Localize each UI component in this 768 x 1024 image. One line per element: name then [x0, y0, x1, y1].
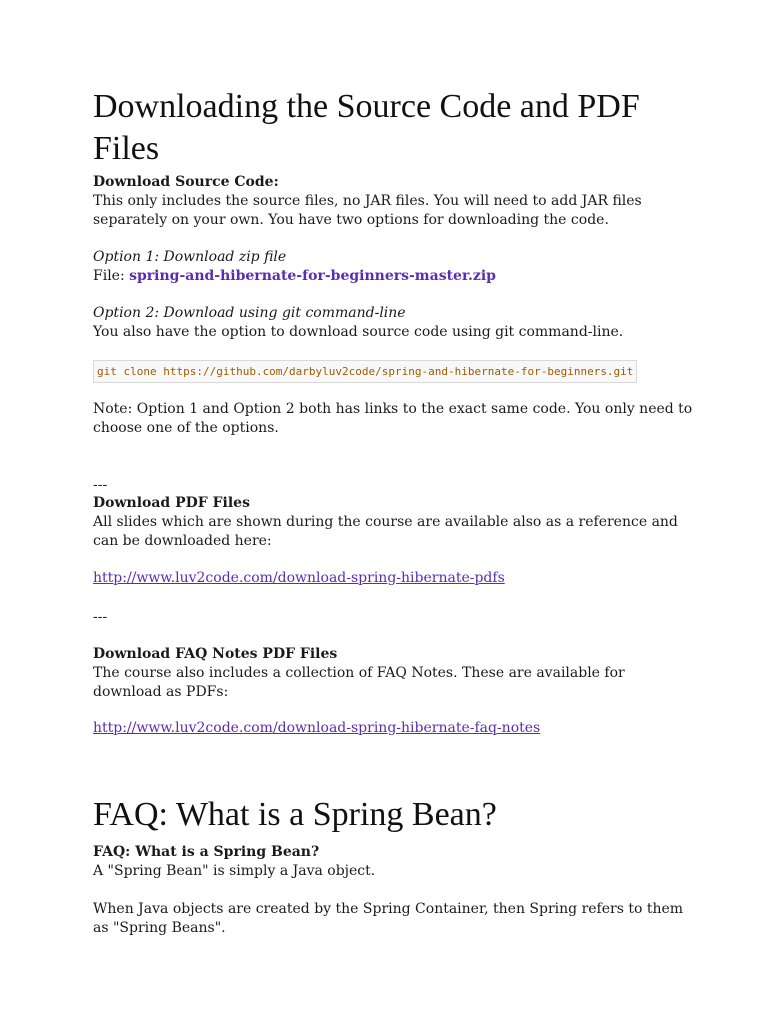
- separator-1: ---: [93, 477, 108, 493]
- option1-label: Option 1: Download zip file: [93, 249, 287, 265]
- page-title: Downloading the Source Code and PDF Files: [93, 88, 640, 167]
- faq-pdf-link-line: [93, 719, 693, 738]
- separator-2: ---: [93, 609, 108, 625]
- faq-pdf-text: The course also includes a collection of FAQ Notes. These are available for download as PDFs:: [93, 665, 625, 700]
- option1-block: [93, 248, 693, 286]
- faq-section-title: FAQ: What is a Spring Bean?: [93, 796, 497, 833]
- option2-text: You also have the option to download source code using git command-line.: [93, 324, 624, 340]
- download-source-block: [93, 173, 693, 230]
- download-source-heading: Download Source Code:: [93, 174, 279, 190]
- file-prefix: File:: [93, 268, 130, 284]
- note-text: Note: Option 1 and Option 2 both has links to the exact same code. You only need to choose one of the options.: [93, 401, 693, 436]
- git-command-code: git clone https://github.com/darbyluv2code/spring-and-hibernate-for-beginners.git: [93, 360, 637, 383]
- pdf-link[interactable]: http://www.luv2code.com/download-spring-hibernate-pdfs: [93, 570, 505, 586]
- pdf-text: All slides which are shown during the course are available also as a reference and can be downloaded here:: [93, 514, 678, 549]
- zip-file-link[interactable]: spring-and-hibernate-for-beginners-master.zip: [129, 268, 496, 284]
- faq-pdf-link[interactable]: http://www.luv2code.com/download-spring-hibernate-faq-notes: [93, 720, 541, 736]
- pdf-block: [93, 494, 693, 551]
- faq-spring-bean-text-1: A "Spring Bean" is simply a Java object.: [93, 863, 376, 879]
- faq-pdf-block: [93, 645, 693, 702]
- faq-spring-bean-heading: FAQ: What is a Spring Bean?: [93, 844, 320, 860]
- pdf-link-line: [93, 569, 693, 588]
- faq-pdf-heading: Download FAQ Notes PDF Files: [93, 646, 338, 662]
- faq-spring-bean-text-2: When Java objects are created by the Spring Container, then Spring refers to them as "Spring Beans".: [93, 901, 684, 936]
- pdf-heading: Download PDF Files: [93, 495, 250, 511]
- option2-block: [93, 304, 693, 342]
- download-source-text: This only includes the source files, no JAR files. You will need to add JAR files separately on your own. You have two options for downloading the code.: [93, 193, 642, 228]
- file-line: [93, 267, 693, 286]
- option2-label: Option 2: Download using git command-line: [93, 305, 406, 321]
- faq-spring-bean-block: [93, 843, 693, 881]
